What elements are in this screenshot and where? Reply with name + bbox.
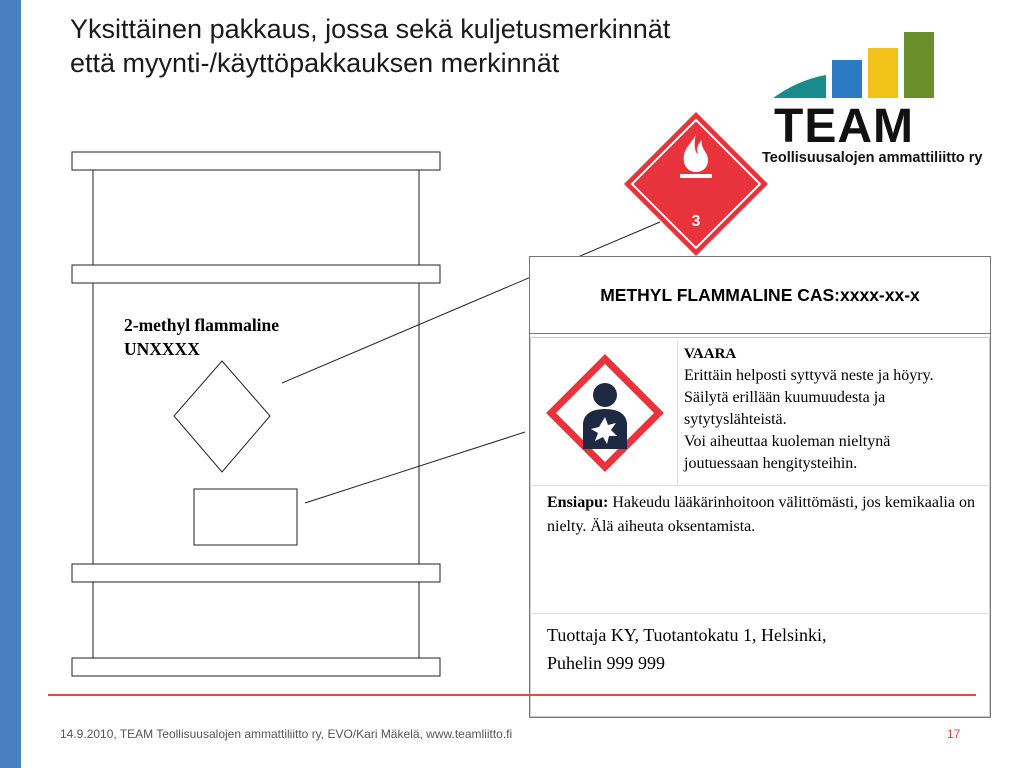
- footer-text: 14.9.2010, TEAM Teollisuusalojen ammattiliitto ry, EVO/Kari Mäkelä, www.teamliitto.fi: [60, 727, 513, 741]
- signal-word: VAARA: [684, 346, 737, 362]
- first-aid: [547, 491, 977, 539]
- drum-rim-top: [72, 152, 440, 170]
- drum-rim-bottom: [72, 658, 440, 676]
- hazard-line-1: Erittäin helposti syttyvä neste ja höyry.: [684, 367, 934, 384]
- ghs-figure-head: [593, 383, 617, 407]
- drum-un-number: UNXXXX: [124, 339, 200, 359]
- hazard-line-5: joutuessaan hengitysteihin.: [684, 455, 858, 472]
- supplier-line-2: Puhelin 999 999: [547, 653, 666, 673]
- hazard-line-4: Voi aiheuttaa kuoleman nieltynä: [684, 433, 891, 450]
- health-hazard-icon: [535, 341, 677, 485]
- logo-subtitle: Teollisuusalojen ammattiliitto ry: [762, 150, 983, 166]
- hazard-class-number: 3: [691, 213, 701, 230]
- label-header: METHYL FLAMMALINE CAS:xxxx-xx-x: [530, 257, 990, 334]
- flame-base: [680, 174, 712, 178]
- first-aid-text: Hakeudu lääkärinhoitoon välittömästi, jos kemikaalia on nielty. Älä aiheuta oksentamista.: [547, 494, 975, 535]
- label-divider-2: [530, 613, 990, 614]
- drum-hoop-upper: [72, 265, 440, 283]
- supplier-info: [547, 621, 977, 677]
- pictogram-cell: [535, 341, 678, 485]
- flame-icon: [622, 110, 770, 258]
- title-line-1: Yksittäinen pakkaus, jossa sekä kuljetusmerkinnät: [70, 14, 671, 44]
- product-label: [529, 256, 991, 718]
- logo-wordmark: TEAM: [774, 100, 914, 153]
- drum-marking: [124, 313, 279, 361]
- hazard-line-3: sytytyslähteistä.: [684, 411, 787, 428]
- label-placeholder: [194, 489, 297, 545]
- supplier-line-1: Tuottaja KY, Tuotantokatu 1, Helsinki,: [547, 625, 827, 645]
- hazard-statements: [684, 343, 994, 475]
- title-line-2: että myynti-/käyttöpakkauksen merkinnät: [70, 48, 560, 78]
- hazard-diamond-red: [624, 112, 768, 256]
- footer-divider: [48, 694, 976, 696]
- page-number: 17: [947, 727, 961, 741]
- hazard-line-2: Säilytä erillään kuumuudesta ja: [684, 389, 886, 406]
- label-divider-1: [530, 485, 990, 486]
- drum-product-name: 2-methyl flammaline: [124, 315, 280, 335]
- drum-hoop-lower: [72, 564, 440, 582]
- first-aid-label: Ensiapu:: [547, 494, 609, 511]
